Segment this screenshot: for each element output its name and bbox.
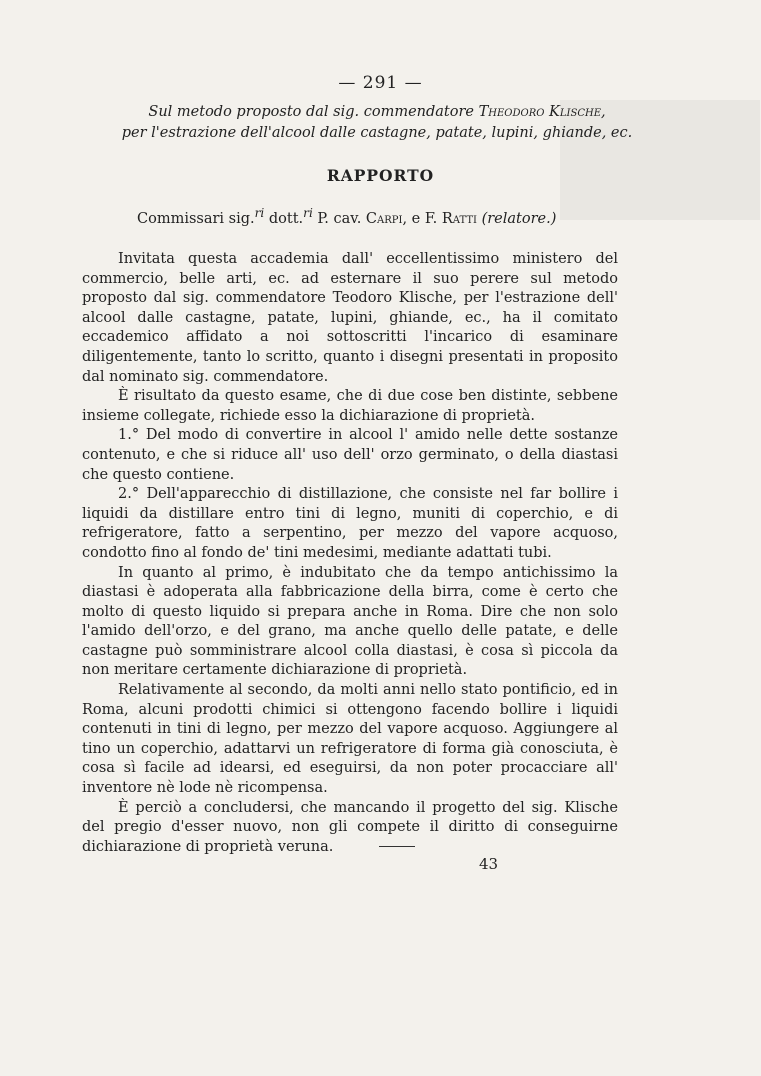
- paragraph-5: In quanto al primo, è indubitato che da tempo antichissimo la diastasi è adoperata alla fabbricazione della birra, come è certo che molto di questo liquido si prepara anche in Roma. Dire che non solo l'amido dell'orzo, e del grano, ma anche quello delle patate, e delle castagne può somministrare alcool colla diastasi, è cosa sì piccola da non meritare certamente dichiarazione di proprietà.: [82, 564, 618, 679]
- paragraph-7: [82, 799, 618, 858]
- signature-number: 43: [479, 855, 499, 873]
- commissari-prefix: Commissari sig.: [137, 210, 255, 227]
- commissari-line: [137, 206, 556, 227]
- page-number: — 291 —: [338, 73, 423, 93]
- title-line1-prefix: Sul metodo proposto dal sig. commendatore: [148, 104, 479, 120]
- section-heading: RAPPORTO: [326, 166, 435, 185]
- paragraph-7-text: È perciò a concludersi, che mancando il progetto del sig. Klische del pregio d'esser nuovo, non gli compete il diritto di conseguirne dichiarazione di proprietà veruna.: [82, 799, 618, 855]
- closing-rule: [379, 846, 415, 847]
- commissari-connector: , e F.: [402, 210, 442, 227]
- commissari-sup2: ri: [303, 206, 313, 220]
- paragraph-1: Invitata questa accademia dall' eccellentissimo ministero del commercio, belle arti, ec. ad esternare il suo perere sul metodo proposto dal sig. commendatore Teodoro Klische, per l'estrazione dell' alcool dalle castagne, patate, lupini, ghiande, ec., ha il comitato eccademico affidato a noi sottoscritti l'incarico di esaminare diligentemente, tanto lo scritto, quanto i disegni presentati in proposito dal nominato sig. commendatore.: [82, 251, 618, 385]
- paragraph-4: 2.° Dell'apparecchio di distillazione, che consiste nel far bollire i liquidi da distillare entro tini di legno, muniti di coperchio, e di refrigeratore, fatto a serpentino, per mezzo del vapore acquoso, condotto fino al fondo de' tini medesimi, mediante adattati tubi.: [82, 486, 618, 561]
- commissari-name-ratti: Ratti: [441, 210, 477, 227]
- commissari-relatore: (relatore.): [481, 210, 557, 227]
- paragraph-6: Relativamente al secondo, da molti anni nello stato pontificio, ed in Roma, alcuni prodotti chimici si ottengono facendo bollire i liquidi contenuti in tini di legno, per mezzo del vapore acquoso. Aggiungere al tino un coperchio, adattarvi un refrigeratore di forma già conosciuta, è cosa sì facile ad idearsi, ed eseguirsi, da non poter procacciare all' inventore nè lode nè ricompensa.: [82, 682, 618, 797]
- paragraph-3: 1.° Del modo di convertire in alcool l' amido nelle dette sostanze contenuto, e che si riduce all' uso dell' orzo germinato, o della diastasi che questo contiene.: [82, 427, 618, 483]
- commissari-p-cav: P. cav.: [312, 210, 366, 227]
- paragraph-2: È risultato da questo esame, che di due cose ben distinte, sebbene insieme collegate, richiede esso la dichiarazione di proprietà.: [82, 388, 618, 424]
- title-line2: per l'estrazione dell'alcool dalle castagne, patate, lupini, ghiande, ec.: [121, 125, 633, 141]
- commissari-name-carpi: Carpi: [365, 210, 403, 227]
- commissari-mid: dott.: [264, 210, 304, 227]
- document-title: [82, 102, 672, 144]
- commissari-sup1: ri: [254, 206, 265, 220]
- report-body: [82, 250, 618, 857]
- title-author-name: Theodoro Klische,: [478, 104, 606, 120]
